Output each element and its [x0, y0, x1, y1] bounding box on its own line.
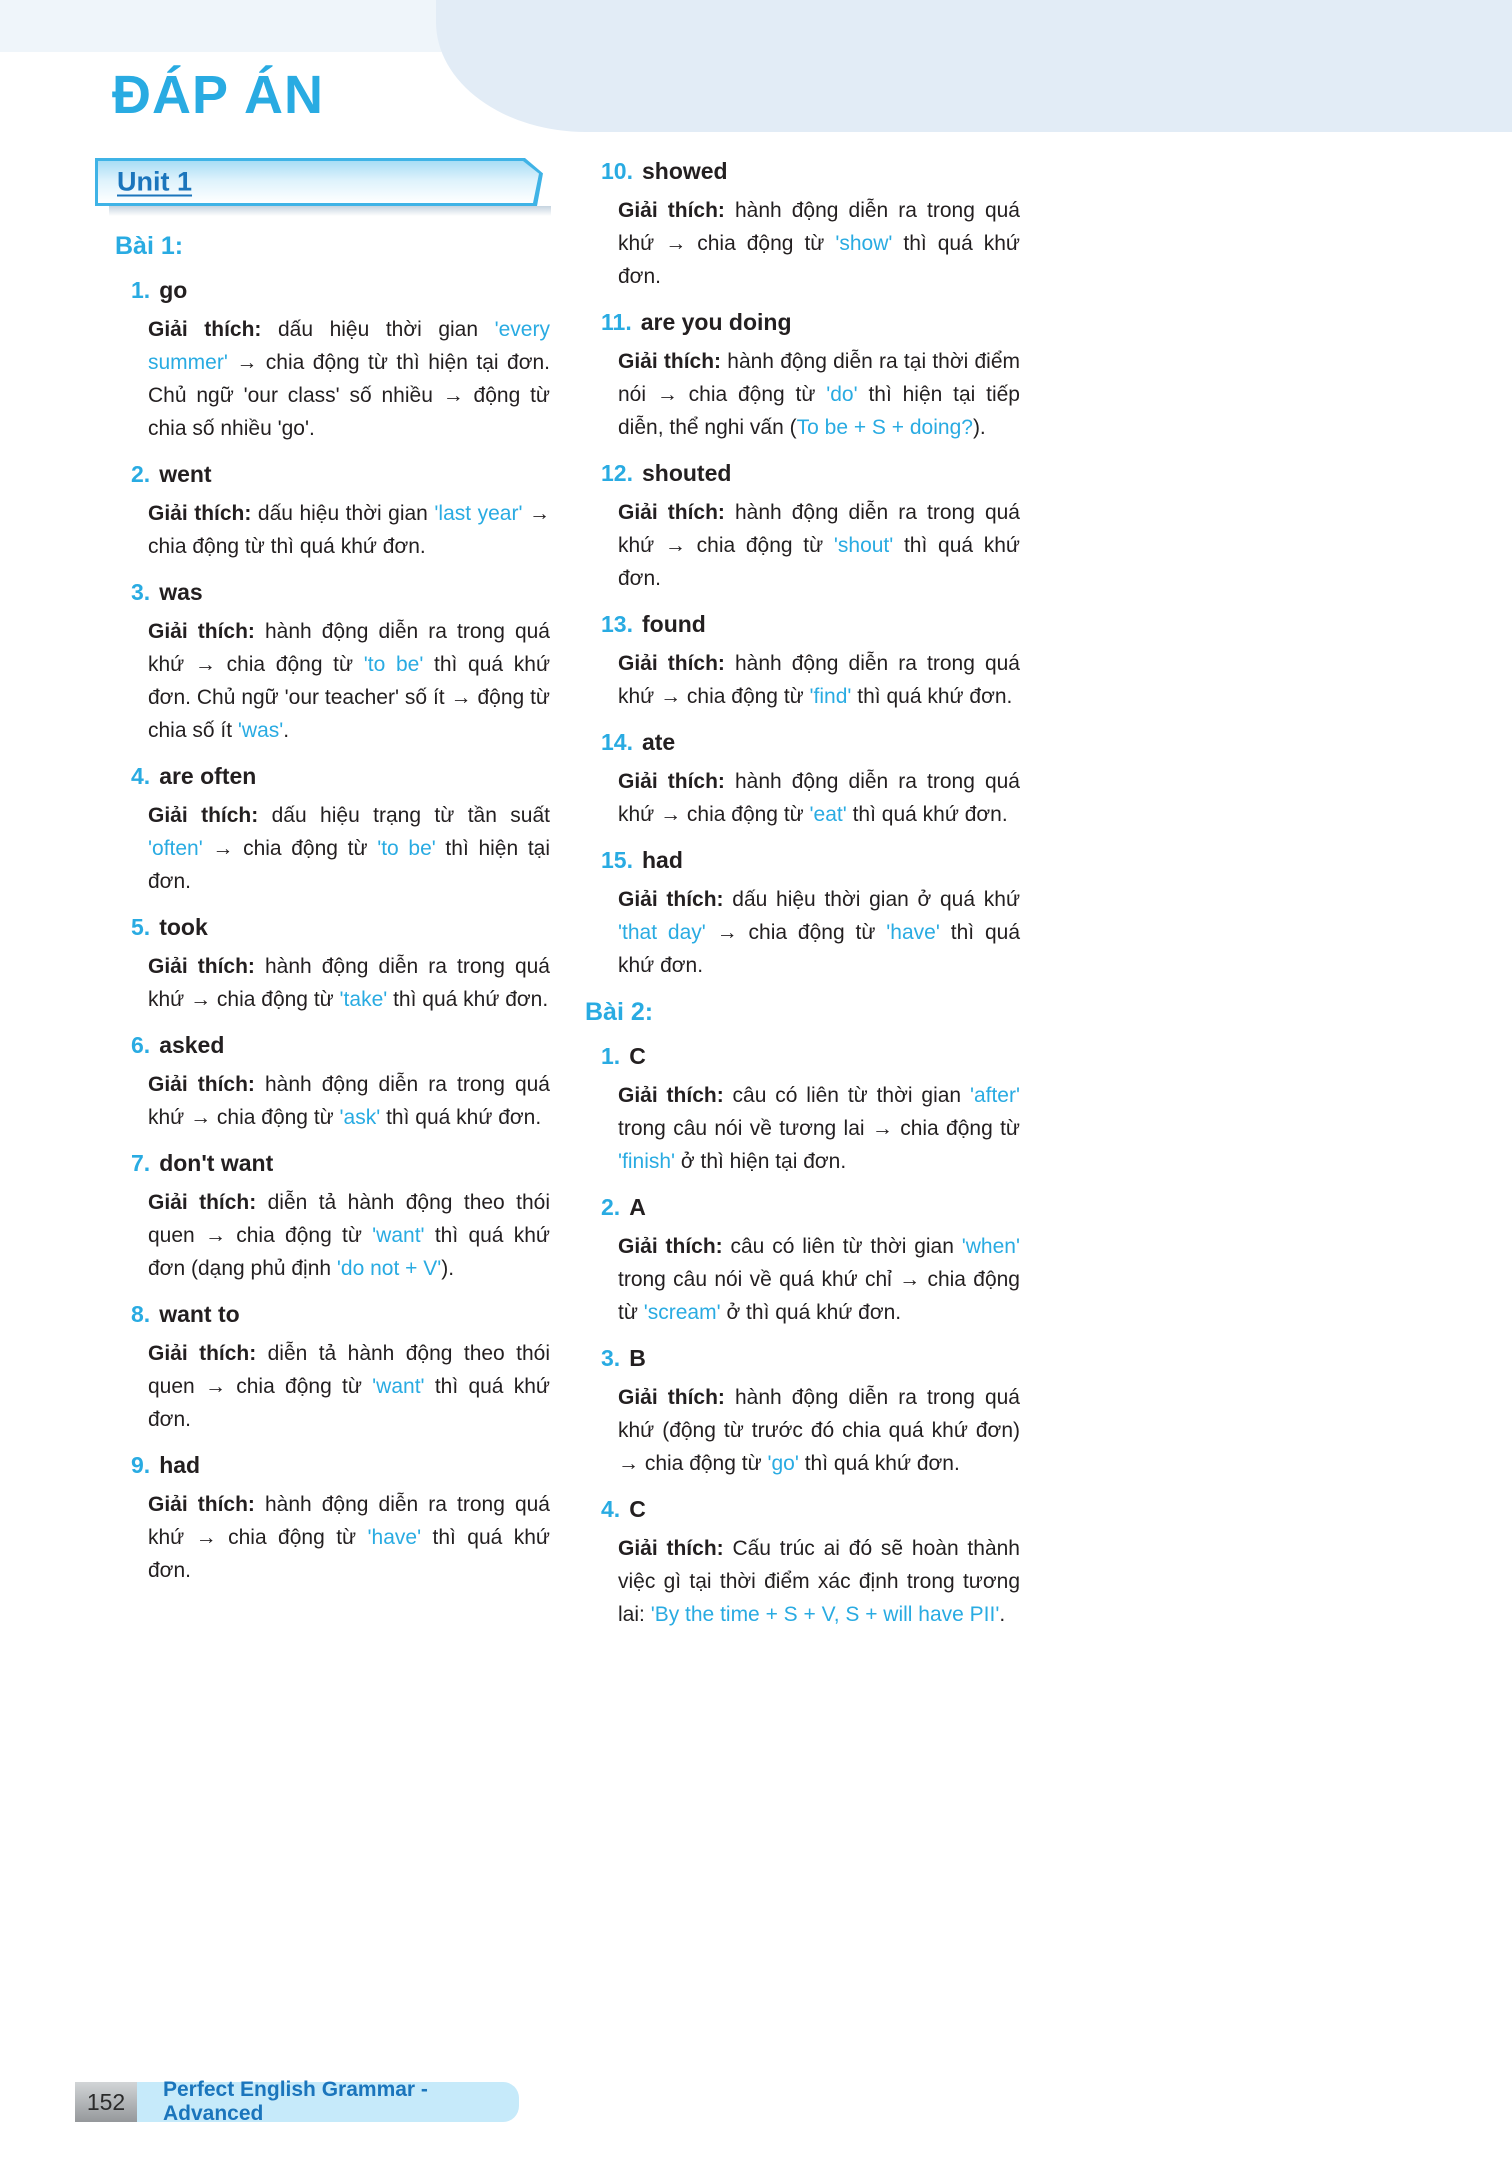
highlight-text: 'want' — [372, 1375, 425, 1398]
explanation-label: Giải thích: — [618, 888, 724, 911]
answer-item-head — [131, 1452, 550, 1479]
item-answer: was — [159, 579, 203, 605]
text-segment: dấu hiệu thời gian — [251, 502, 435, 525]
item-answer: had — [641, 847, 683, 873]
highlight-text: 'to be' — [363, 653, 424, 676]
item-answer: C — [629, 1496, 646, 1522]
text-segment: thì quá khứ đơn. — [380, 1106, 542, 1129]
item-explanation — [618, 765, 1020, 831]
answer-item-head — [131, 277, 550, 304]
answer-item — [585, 158, 1020, 293]
highlight-text: 'when' — [961, 1235, 1020, 1258]
text-segment: ở thì hiện tại đơn. — [675, 1150, 847, 1173]
section-heading: Bài 1: — [115, 232, 184, 260]
item-explanation — [148, 313, 550, 445]
item-answer: went — [159, 461, 212, 487]
highlight-text: 'do not + V' — [336, 1257, 442, 1280]
text-segment: hành động diễn ra trong quá khứ → chia động từ — [618, 770, 1020, 826]
answer-item — [115, 763, 550, 898]
text-segment: hành động diễn ra trong quá khứ → chia động từ — [148, 1493, 550, 1549]
item-explanation — [618, 883, 1020, 982]
answer-item-head — [131, 763, 550, 790]
item-number: 1. — [131, 277, 151, 303]
right-column-blocks — [585, 158, 1020, 1631]
item-explanation — [618, 1230, 1020, 1329]
book-title: Perfect English Grammar - Advanced — [137, 2082, 519, 2122]
text-segment: thì quá khứ đơn (dạng phủ định — [148, 1224, 550, 1280]
explanation-label: Giải thích: — [618, 1235, 723, 1258]
item-answer: go — [159, 277, 188, 303]
text-segment: thì quá khứ đơn. — [148, 1526, 550, 1582]
item-number: 8. — [131, 1301, 151, 1327]
text-segment: . — [999, 1603, 1006, 1626]
text-segment: thì hiện tại đơn. — [148, 837, 550, 893]
item-number: 2. — [601, 1194, 621, 1220]
highlight-text: 'that day' — [618, 921, 706, 944]
item-number: 3. — [131, 579, 151, 605]
item-answer: want to — [159, 1301, 240, 1327]
item-number: 14. — [601, 729, 633, 755]
explanation-label: Giải thích: — [618, 1537, 724, 1560]
highlight-text: 'ask' — [339, 1106, 381, 1129]
content-columns — [115, 158, 1020, 1647]
item-number: 9. — [131, 1452, 151, 1478]
highlight-text: 'to be' — [377, 837, 436, 860]
item-number: 11. — [601, 309, 632, 335]
answer-item-head — [601, 847, 1020, 874]
item-answer: ate — [641, 729, 676, 755]
item-explanation — [148, 497, 550, 563]
highlight-text: 'go' — [767, 1452, 799, 1475]
item-explanation — [618, 345, 1020, 444]
item-answer: had — [159, 1452, 201, 1478]
item-number: 3. — [601, 1345, 621, 1371]
answer-item-head — [601, 158, 1020, 185]
explanation-label: Giải thích: — [148, 804, 259, 827]
item-answer: asked — [159, 1032, 225, 1058]
item-answer: C — [629, 1043, 646, 1069]
answer-item-head — [131, 579, 550, 606]
text-segment: hành động diễn ra trong quá khứ → chia động từ — [618, 199, 1020, 255]
answer-item — [585, 1345, 1020, 1480]
text-segment: diễn tả hành động theo thói quen → chia động từ — [148, 1191, 550, 1247]
item-explanation — [148, 950, 550, 1016]
highlight-text: 'have' — [886, 921, 940, 944]
page-title: ĐÁP ÁN — [112, 65, 325, 125]
answer-item-head — [601, 1496, 1020, 1523]
text-segment: thì quá khứ đơn. — [798, 1452, 960, 1475]
item-explanation — [148, 1488, 550, 1587]
item-number: 7. — [131, 1150, 151, 1176]
item-number: 15. — [601, 847, 633, 873]
text-segment: thì quá khứ đơn. — [618, 534, 1020, 590]
highlight-text: 'after' — [969, 1084, 1020, 1107]
text-segment: thì quá khứ đơn. — [387, 988, 549, 1011]
text-segment: hành động diễn ra trong quá khứ → chia động từ — [148, 955, 550, 1011]
text-segment: hành động diễn ra trong quá khứ → chia động từ — [148, 620, 550, 676]
highlight-text: 'often' — [148, 837, 203, 860]
answer-item-head — [131, 461, 550, 488]
answer-item — [585, 847, 1020, 982]
highlight-text: 'was' — [237, 719, 284, 742]
answer-item — [115, 1032, 550, 1134]
item-answer: took — [159, 914, 208, 940]
answer-item-head — [601, 1194, 1020, 1221]
answer-item — [585, 460, 1020, 595]
highlight-text: To be + S + doing? — [796, 416, 973, 439]
left-column — [115, 158, 550, 1647]
answer-item — [115, 914, 550, 1016]
highlight-text: 'take' — [339, 988, 388, 1011]
answer-item-head — [601, 729, 1020, 756]
text-segment: thì quá khứ đơn. — [618, 921, 1020, 977]
item-explanation — [148, 1337, 550, 1436]
answer-item — [585, 729, 1020, 831]
text-segment: → chia động từ thì hiện tại đơn. Chủ ngữ 'our class' số nhiều → động từ chia số nhiều 'go'. — [148, 351, 550, 440]
highlight-text: 'finish' — [618, 1150, 676, 1173]
top-right-corner-decoration — [436, 0, 1512, 132]
text-segment: hành động diễn ra trong quá khứ → chia động từ — [618, 501, 1020, 557]
answer-item — [115, 1301, 550, 1436]
text-segment: thì quá khứ đơn. — [846, 803, 1008, 826]
unit-banner — [95, 158, 543, 206]
answer-item — [115, 1150, 550, 1285]
right-column — [585, 158, 1020, 1647]
text-segment: → chia động từ thì quá khứ đơn. — [148, 502, 550, 558]
text-segment: thì quá khứ đơn. Chủ ngữ 'our teacher' số ít → động từ chia số ít — [148, 653, 550, 742]
explanation-label: Giải thích: — [618, 652, 725, 675]
item-answer: found — [641, 611, 706, 637]
answer-item — [585, 1194, 1020, 1329]
answer-item-head — [131, 1301, 550, 1328]
text-segment: dấu hiệu trạng từ tần suất — [258, 804, 550, 827]
highlight-text: 'scream' — [643, 1301, 721, 1324]
highlight-text: 'last year' — [434, 502, 523, 525]
text-segment: hành động diễn ra trong quá khứ → chia động từ — [148, 1073, 550, 1129]
text-segment: dấu hiệu thời gian ở quá khứ — [723, 888, 1020, 911]
item-number: 4. — [131, 763, 151, 789]
highlight-text: 'do' — [826, 383, 858, 406]
answer-item-head — [601, 611, 1020, 638]
text-segment: ). — [972, 416, 986, 439]
answer-item-head — [601, 1345, 1020, 1372]
item-explanation — [618, 1079, 1020, 1178]
item-explanation — [618, 647, 1020, 713]
answer-item — [585, 1043, 1020, 1178]
highlight-text: 'show' — [835, 232, 893, 255]
explanation-label: Giải thích: — [618, 501, 725, 524]
answer-item — [115, 461, 550, 563]
unit-banner-label: Unit 1 — [117, 166, 193, 197]
highlight-text: 'By the time + S + V, S + will have PII' — [650, 1603, 1000, 1626]
item-number: 5. — [131, 914, 151, 940]
answer-item — [115, 1452, 550, 1587]
answer-item-head — [131, 1032, 550, 1059]
item-number: 1. — [601, 1043, 621, 1069]
text-segment: Cấu trúc ai đó sẽ hoàn thành việc gì tại thời điểm xác định trong tương lai: — [618, 1537, 1020, 1626]
item-answer: B — [629, 1345, 646, 1371]
explanation-label: Giải thích: — [148, 620, 255, 643]
explanation-label: Giải thích: — [148, 1342, 257, 1365]
text-segment: → chia động từ — [202, 837, 378, 860]
item-answer: showed — [641, 158, 728, 184]
item-number: 4. — [601, 1496, 621, 1522]
answer-item-head — [131, 914, 550, 941]
text-segment: ở thì quá khứ đơn. — [720, 1301, 902, 1324]
answer-item-head — [131, 1150, 550, 1177]
answer-item — [115, 277, 550, 445]
text-segment: . — [283, 719, 290, 742]
explanation-label: Giải thích: — [618, 199, 725, 222]
text-segment: trong câu nói về tương lai → chia động từ — [618, 1117, 1020, 1140]
item-number: 2. — [131, 461, 151, 487]
item-explanation — [618, 496, 1020, 595]
text-segment: câu có liên từ thời gian — [723, 1084, 970, 1107]
item-answer: don't want — [159, 1150, 274, 1176]
explanation-label: Giải thích: — [618, 1386, 725, 1409]
text-segment: thì quá khứ đơn. — [618, 232, 1020, 288]
item-number: 10. — [601, 158, 633, 184]
text-segment: ). — [441, 1257, 455, 1280]
explanation-label: Giải thích: — [148, 318, 262, 341]
answer-item-head — [601, 309, 1020, 336]
text-segment: thì hiện tại tiếp diễn, thể nghi vấn ( — [618, 383, 1020, 439]
highlight-text: 'eat' — [809, 803, 847, 826]
footer — [75, 2078, 519, 2125]
explanation-label: Giải thích: — [148, 1073, 255, 1096]
text-segment: hành động diễn ra trong quá khứ → chia động từ — [618, 652, 1020, 708]
explanation-label: Giải thích: — [618, 350, 722, 373]
left-column-blocks — [115, 232, 550, 1587]
text-segment: dấu hiệu thời gian — [261, 318, 495, 341]
answer-item — [585, 309, 1020, 444]
answer-item — [585, 1496, 1020, 1631]
text-segment: hành động diễn ra trong quá khứ (động từ trước đó chia quá khứ đơn) → chia động từ — [618, 1386, 1020, 1475]
text-segment: diễn tả hành động theo thói quen → chia động từ — [148, 1342, 550, 1398]
highlight-text: 'have' — [367, 1526, 422, 1549]
highlight-text: 'every summer' — [148, 318, 550, 374]
text-segment: thì quá khứ đơn. — [851, 685, 1013, 708]
explanation-label: Giải thích: — [618, 770, 725, 793]
explanation-label: Giải thích: — [148, 1493, 255, 1516]
highlight-text: 'shout' — [833, 534, 894, 557]
item-answer: shouted — [641, 460, 732, 486]
item-explanation — [148, 1186, 550, 1285]
answer-item-head — [601, 1043, 1020, 1070]
item-explanation — [148, 1068, 550, 1134]
text-segment: → chia động từ — [705, 921, 887, 944]
explanation-label: Giải thích: — [148, 1191, 257, 1214]
answer-item — [115, 579, 550, 747]
text-segment: hành động diễn ra tại thời điểm nói → chia động từ — [618, 350, 1020, 406]
item-explanation — [618, 1532, 1020, 1631]
item-number: 13. — [601, 611, 633, 637]
page-number: 152 — [75, 2082, 137, 2122]
item-answer: are often — [159, 763, 257, 789]
answer-item-head — [601, 460, 1020, 487]
item-explanation — [618, 194, 1020, 293]
item-answer: A — [629, 1194, 646, 1220]
item-number: 6. — [131, 1032, 151, 1058]
item-answer: are you doing — [640, 309, 792, 335]
item-explanation — [148, 799, 550, 898]
answer-item — [585, 611, 1020, 713]
section-heading: Bài 2: — [585, 998, 654, 1026]
text-segment: câu có liên từ thời gian — [722, 1235, 962, 1258]
highlight-text: 'want' — [372, 1224, 425, 1247]
explanation-label: Giải thích: — [148, 502, 252, 525]
item-number: 12. — [601, 460, 633, 486]
explanation-label: Giải thích: — [148, 955, 255, 978]
explanation-label: Giải thích: — [618, 1084, 724, 1107]
text-segment: thì quá khứ đơn. — [148, 1375, 550, 1431]
highlight-text: 'find' — [809, 685, 852, 708]
item-explanation — [618, 1381, 1020, 1480]
text-segment: trong câu nói về quá khứ chỉ → chia động từ — [618, 1268, 1020, 1324]
item-explanation — [148, 615, 550, 747]
